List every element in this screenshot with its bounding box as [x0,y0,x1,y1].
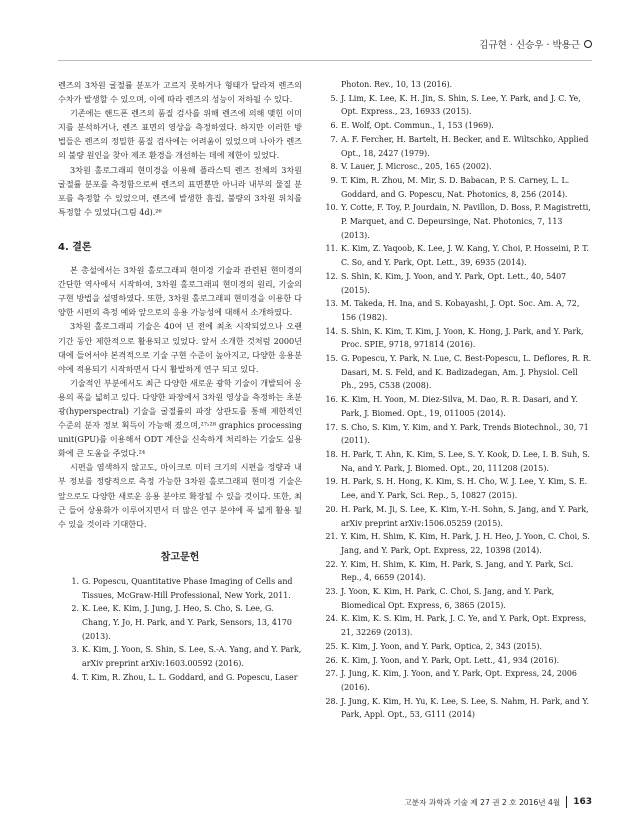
page-footer [404,796,592,808]
body-paragraph: 3차원 홀로그래피 기술은 40여 년 전에 최초 시작되었으나 오랜 기간 동안 제한적으로 활용되고 있었다. 앞서 소개한 것처럼 2000년대에 들어서야 본격적으로 기술 구현 수준이 높아지고, 다양한 응용분야에 적용되기 시작하면서 다시 활발하게 연구 되고 있다. [58,321,302,374]
reference-list-left [58,575,302,685]
reference-item: 10. Y. Cotte, F. Toy, P. Jourdain, N. Pavillon, D. Boss, P. Magistretti, P. Marquet, and C. Depeursinge, Nat. Photonics, 7, 113 (2013). [325,203,591,240]
reference-item: 27. J. Jung, K. Kim, J. Yoon, and Y. Park, Opt. Express, 24, 2006 (2016). [325,669,577,692]
reference-item: 26. K. Kim, J. Yoon, and Y. Park, Opt. Lett., 41, 934 (2016). [325,655,560,665]
reference-item: 22. Y. Kim, H. Shim, K. Kim, H. Park, S. Jang, and Y. Park, Sci. Rep., 4, 6659 (2014). [325,559,574,583]
reference-item: 15. G. Popescu, Y. Park, N. Lue, C. Best-Popescu, L. Deflores, R. R. Dasari, M. S. Feld, and K. Badizadegan, Am. J. Physiol. Cell Ph., 295, C538 (2008). [325,354,592,391]
references-title: 참고문헌 [160,551,200,563]
left-column [58,78,302,685]
reference-item: 14. S. Shin, K. Kim, T. Kim, J. Yoon, K. Hong, J. Park, and Y. Park, Proc. SPIE, 9718, 971814 (2016). [325,326,584,350]
reference-item: 12. S. Shin, K. Kim, J. Yoon, and Y. Park, Opt. Lett., 40, 5407 (2015). [325,271,567,295]
header-rule [58,60,592,61]
reference-item: 13. M. Takeda, H. Ina, and S. Kobayashi, J. Opt. Soc. Am. A, 72, 156 (1982). [325,299,580,322]
reference-item: 19. H. Park, S. H. Hong, K. Kim, S. H. Cho, W. J. Lee, Y. Kim, S. E. Lee, and Y. Park, Sci. Rep., 5, 10827 (2015). [325,477,588,501]
body-paragraph: 3차원 홀로그래피 현미경을 이용해 플라스틱 렌즈 전체의 3차원 굴절률 분포를 측정함으로써 렌즈의 표면뿐만 아니라 내부의 물질 분포를 측정할 수 있었으며, 렌즈에 발생한 흠집, 불량의 3차원 위치를 특정할 수 있었다(그림 4d).²⁶ [58,164,302,217]
body-paragraph: 시편을 염색하지 않고도, 마이크로 미터 크기의 시편을 정량과 내부 정보를 정량적으로 측정 가능한 3차원 홀로그래피 현미경 기술은 앞으로도 다양한 새로운 응용 분야로 확장될 수 있을 것이다. 또한, 최근 들어 상용화가 이루어지면서 더 많은 연구 분야에 폭 넓게 활용 될 수 있을 것이라 기대한다. [58,462,302,529]
footer-divider [566,796,567,808]
reference-item: 25. K. Kim, J. Yoon, and Y. Park, Optica, 2, 343 (2015). [325,641,543,651]
reference-item: 9. T. Kim, R. Zhou, M. Mir, S. D. Babacan, P. S. Carney, L. L. Goddard, and G. Popescu, Nat. Photonics, 8, 256 (2014). [330,175,570,199]
reference-item: 21. Y. Kim, H. Shim, K. Kim, H. Park, J. H. Heo, J. Yoon, C. Choi, S. Jang, and Y. Park, Opt. Express, 22, 10398 (2014). [325,532,590,555]
reference-item: 11. K. Kim, Z. Yaqoob, K. Lee, J. W. Kang, Y. Choi, P. Hosseini, P. T. C. So, and Y. Park, Opt. Lett., 39, 6935 (2014). [325,244,589,268]
reference-item: 6. E. Wolf, Opt. Commun., 1, 153 (1969). [330,121,494,131]
reference-item: 5. J. Lim, K. Lee, K. H. Jin, S. Shin, S. Lee, Y. Park, and J. C. Ye, Opt. Express., 23, 16933 (2015). [330,93,581,117]
body-paragraph: 렌즈의 3차원 굴절률 분포가 고르지 못하거나 형태가 달라져 렌즈의 수차가 발생할 수 있으며, 이에 따라 렌즈의 성능이 저하될 수 있다. [58,80,302,105]
footer-journal: 고분자 과학과 기술 제 27 권 2 호 2016년 4월 [404,797,561,807]
reference-item: 23. J. Yoon, K. Kim, H. Park, C. Choi, S. Jang, and Y. Park, Biomedical Opt. Express, 6, 3865 (2015). [325,587,555,610]
running-header [479,37,592,51]
right-column [315,78,592,722]
reference-list-right [315,78,592,722]
header-authors: 김규현 · 신승우 · 박용근 [479,40,580,51]
body-paragraph: 기존에는 핸드폰 렌즈의 품질 검사를 위해 렌즈에 의해 맺힌 이미지를 분석하거나, 렌즈 표면의 영상을 측정하였다. 하지만 이러한 방법들은 렌즈의 정밀한 품질 검사에는 어려움이 있었으며 나아가 렌즈의 불량 원인을 찾아 제조 환경을 개선하는 데에 제한이 있었다. [58,108,302,161]
reference-item: 3. K. Kim, J. Yoon, S. Shin, S. Lee, S.-A. Yang, and Y. Park, arXiv preprint arXiv:1603.00592 (2016). [71,645,302,669]
reference-item: 17. S. Cho, S. Kim, Y. Kim, and Y. Park, Trends Biotechnol., 30, 71 (2011). [325,422,589,446]
body-paragraph: 본 총설에서는 3차원 홀로그래피 현미경 기술과 관련된 현미경의 간단한 역사에서 시작하여, 3차원 홀로그래피 현미경의 원리, 기술의 구현 방법을 설명하였다. 또한, 3차원 홀로그래피 현미경을 이용한 다양한 시편의 측정 예와 앞으로의 응용 가능성에 대해서 소개하였다. [58,265,302,318]
reference-item: 16. K. Kim, H. Yoon, M. Diez-Silva, M. Dao, R. R. Dasari, and Y. Park, J. Biomed. Opt., 19, 011005 (2014). [325,395,578,418]
section-title: 4. 결론 [58,241,92,253]
reference-item: 18. H. Park, T. Ahn, K. Kim, S. Lee, S. Y. Kook, D. Lee, I. B. Suh, S. Na, and Y. Park, J. Biomed. Opt., 20, 111208 (2015). [325,449,590,473]
reference-item: 24. K. Kim, K. S. Kim, H. Park, J. C. Ye, and Y. Park, Opt. Express, 21, 32269 (2013). [325,614,587,638]
reference-item: 20. H. Park, M. Ji, S. Lee, K. Kim, Y.-H. Sohn, S. Jang, and Y. Park, arXiv preprint arXiv:1506.05259 (2015). [325,504,589,528]
reference-item: 28. J. Jung, K. Kim, H. Yu, K. Lee, S. Lee, S. Nahm, H. Park, and Y. Park, Appl. Opt., 53, G111 (2014) [325,696,590,720]
reference-item: 4. T. Kim, R. Zhou, L. L. Goddard, and G. Popescu, Laser [71,672,298,682]
circle-icon [584,40,592,48]
body-paragraph: 기술적인 부분에서도 최근 다양한 새로운 광학 기술이 개발되어 응용의 폭을 넓히고 있다. 다양한 파장에서 3차원 영상을 측정하는 초분광(hyperspectral) 기술을 굴절률의 파장 상관도를 통해 제한적인 수준의 분자 정보 획득이 가능해 졌으며,²⁷˒²⁸ graphics processing unit(GPU)를 이용해서 ODT 계산을 신속하게 처리하는 기술도 실용화에 큰 도움을 주었다.²⁴ [58,377,302,459]
reference-item: 1. G. Popescu, Quantitative Phase Imaging of Cells and Tissues, McGraw-Hill Professional, New York, 2011. [71,576,293,600]
reference-item: 7. A. F. Fercher, H. Bartelt, H. Becker, and E. Wiltschko, Applied Opt., 18, 2427 (1979). [330,134,589,158]
reference-item: 2. K. Lee, K. Kim, J. Jung, J. Heo, S. Cho, S. Lee, G. Chang, Y. Jo, H. Park, and Y. Park, Sensors, 13, 4170 (2013). [71,604,292,641]
reference-item: 8. V. Lauer, J. Microsc., 205, 165 (2002). [330,162,492,172]
reference-item: Photon. Rev., 10, 13 (2016). [341,80,453,89]
page-number: 163 [573,797,592,807]
